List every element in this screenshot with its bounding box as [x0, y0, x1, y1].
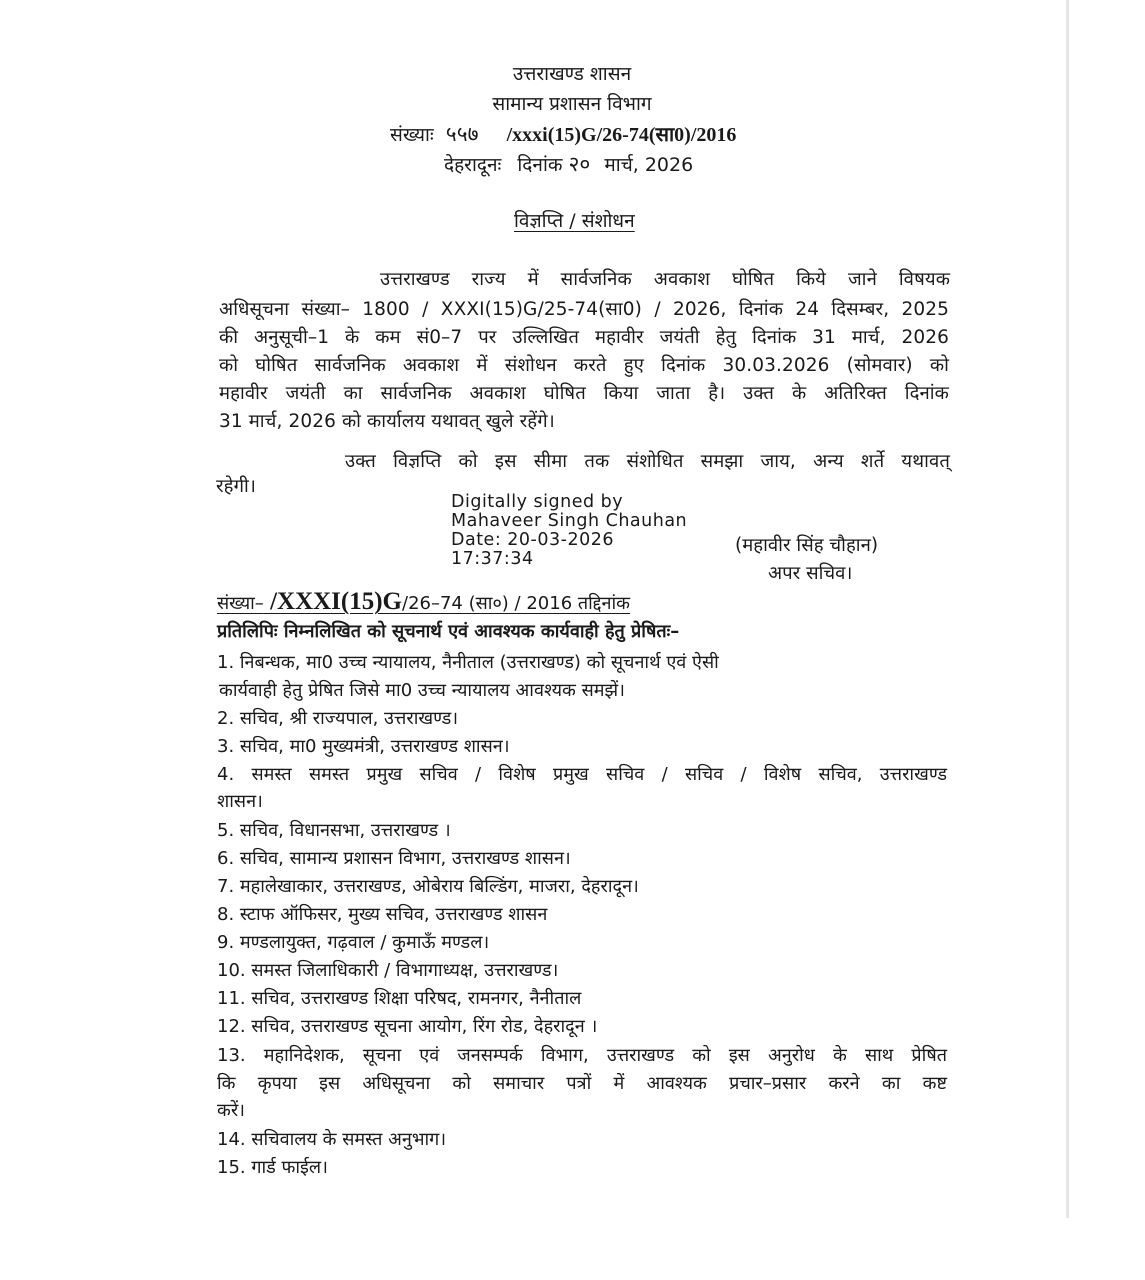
government-name: उत्तराखण्ड शासन: [512, 63, 632, 85]
copy-item-3: 3. सचिव, मा0 मुख्यमंत्री, उत्तराखण्ड शासन।: [217, 736, 510, 757]
signature-line: Mahaveer Singh Chauhan: [451, 511, 688, 531]
number-reference: /xxxi(15)G/26-74(सा0)/2016: [506, 124, 737, 146]
date-rest: मार्च, 2026: [604, 154, 694, 176]
para2-line: उक्त विज्ञप्ति को इस सीमा तक संशोधित समझा जाय, अन्य शर्ते यथावत्: [345, 451, 950, 472]
copy-item-1: 1. निबन्धक, मा0 उच्च न्यायालय, नैनीताल (उत्तराखण्ड) को सूचनार्थ एवं ऐसी: [217, 652, 719, 673]
para1-line: की अनुसूची–1 के कम सं0–7 पर उल्लिखित महावीर जयंती हेतु दिनांक 31 मार्च, 2026: [219, 327, 949, 348]
date-label: दिनांक: [517, 154, 563, 176]
para1-line: 31 मार्च, 2026 को कार्यालय यथावत् खुले रहेंगे।: [219, 411, 555, 432]
copy-item-15: 15. गार्ड फाईल।: [217, 1157, 328, 1178]
copy-item-10: 10. समस्त जिलाधिकारी / विभागाध्यक्ष, उत्तराखण्ड।: [217, 960, 559, 981]
copy-item-4-cont: शासन।: [217, 791, 263, 812]
handwritten-date: २०: [568, 152, 591, 176]
signatory-name: (महावीर सिंह चौहान): [735, 535, 879, 556]
copy-item-5: 5. सचिव, विधानसभा, उत्तराखण्ड ।: [217, 820, 451, 841]
copy-item-1-cont: कार्यवाही हेतु प्रेषित जिसे मा0 उच्च न्यायालय आवश्यक समझें।: [219, 680, 625, 701]
signature-line: Digitally signed by: [451, 492, 624, 512]
copy-item-13-cont: कि कृपया इस अधिसूचना को समाचार पत्रों में आवश्यक प्रचार–प्रसार करने का कष्ट: [217, 1073, 947, 1094]
signature-line: Date: 20-03-2026: [451, 530, 614, 550]
copy-item-12: 12. सचिव, उत्तराखण्ड सूचना आयोग, रिंग रोड, देहरादून ।: [217, 1016, 598, 1037]
copy-item-9: 9. मण्डलायुक्त, गढ़वाल / कुमाऊँ मण्डल।: [217, 932, 490, 953]
copy-intro: प्रतिलिपिः निम्नलिखित को सूचनार्थ एवं आवश्यक कार्यवाही हेतु प्रेषितः–: [217, 621, 680, 642]
notice-title: विज्ञप्ति / संशोधन: [514, 210, 635, 232]
number-label: संख्याः: [390, 124, 434, 146]
para1-line: को घोषित सार्वजनिक अवकाश में संशोधन करते हुए दिनांक 30.03.2026 (सोमवार) को: [219, 355, 949, 376]
copy-item-2: 2. सचिव, श्री राज्यपाल, उत्तराखण्ड।: [217, 708, 459, 729]
copy-item-11: 11. सचिव, उत्तराखण्ड शिक्षा परिषद, रामनगर, नैनीताल: [217, 988, 582, 1009]
digital-signature: [451, 493, 687, 569]
signatory-designation: अपर सचिव।: [768, 563, 853, 584]
copy-number-ref-rest: /26–74 (सा०) / 2016 तद्दिनांक: [402, 593, 630, 614]
copy-number-ref-bold: /XXXI(15)G: [263, 588, 402, 615]
para1-line: महावीर जयंती का सार्वजनिक अवकाश घोषित किया जाता है। उक्त के अतिरिक्त दिनांक: [219, 383, 949, 404]
copy-number: [217, 588, 630, 616]
copy-item-14: 14. सचिवालय के समस्त अनुभाग।: [217, 1129, 447, 1150]
page-edge: [1066, 0, 1069, 1218]
signature-line: 17:37:34: [451, 549, 534, 569]
order-number: [390, 120, 736, 148]
copy-item-13: 13. महानिदेशक, सूचना एवं जनसम्पर्क विभाग, उत्तराखण्ड को इस अनुरोध के साथ प्रेषित: [217, 1045, 947, 1066]
place: देहरादूनः: [444, 154, 502, 176]
para2-line: रहेगी।: [216, 476, 257, 497]
copy-item-13-end: करें।: [217, 1100, 246, 1121]
handwritten-number: ५५७: [445, 122, 479, 146]
copy-item-4: 4. समस्त समस्त प्रमुख सचिव / विशेष प्रमुख सचिव / सचिव / विशेष सचिव, उत्तराखण्ड: [217, 764, 947, 785]
para1-line: उत्तराखण्ड राज्य में सार्वजनिक अवकाश घोषित किये जाने विषयक: [380, 269, 950, 290]
copy-item-6: 6. सचिव, सामान्य प्रशासन विभाग, उत्तराखण्ड शासन।: [217, 848, 571, 869]
copy-item-8: 8. स्टाफ ऑफिसर, मुख्य सचिव, उत्तराखण्ड शासन: [217, 904, 548, 925]
copy-number-prefix: संख्या–: [217, 593, 264, 614]
para1-line: अधिसूचना संख्या– 1800 / XXXI(15)G/25-74(सा0) / 2026, दिनांक 24 दिसम्बर, 2025: [219, 299, 949, 320]
place-date: [444, 150, 693, 178]
copy-item-7: 7. महालेखाकार, उत्तराखण्ड, ओबेराय बिल्डिंग, माजरा, देहरादून।: [217, 876, 639, 897]
department-name: सामान्य प्रशासन विभाग: [492, 93, 652, 115]
